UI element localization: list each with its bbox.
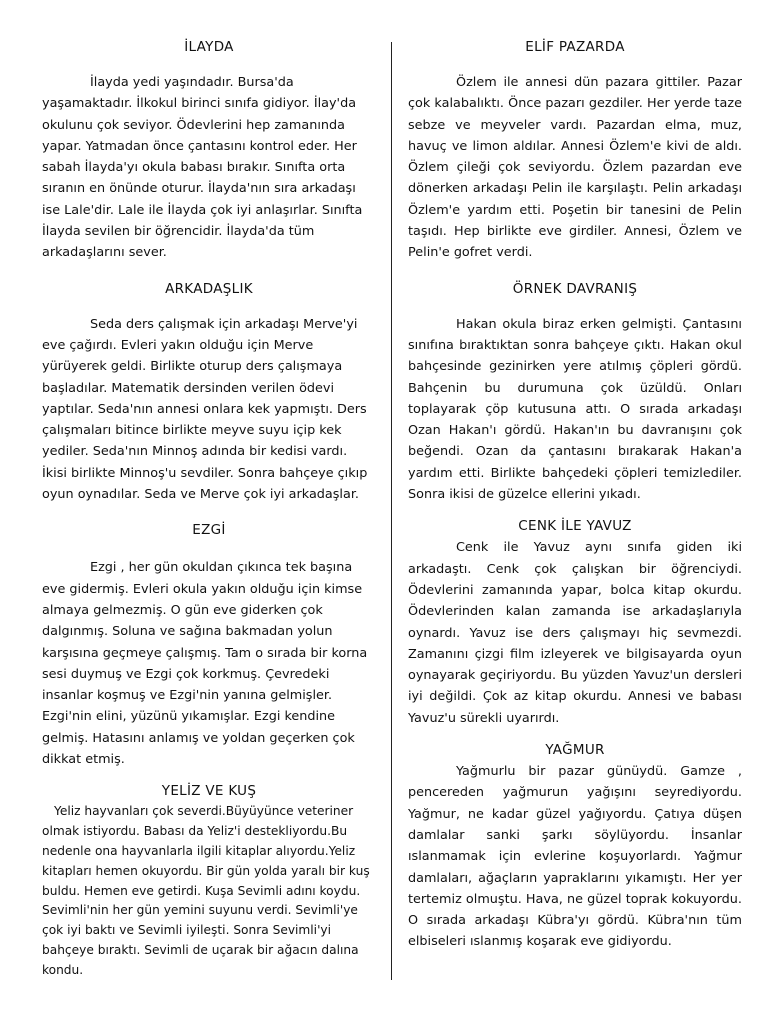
story-ornek-davranis (408, 278, 742, 506)
story-text: İlayda yedi yaşındadır. Bursa'da yaşamaktadır. İlkokul birinci sınıfa gidiyor. İlay'da okulunu çok seviyor. Ödevlerini hep zamanında yapar. Yatmadan önce çantasını kontrol eder. Her sabah İlayda'yı okula babası bırakır. Sınıfta orta sıranın en önünde oturur. İlayda'nın sıra arkadaşı ise Lale'dir. Lale ile İlayda çok iyi anlaşırlar. Sınıfta İlayda sevilen bir öğrencidir. İlayda'da tüm arkadaşlarını sever. (42, 75, 363, 261)
story-title: ÖRNEK DAVRANIŞ (512, 280, 638, 297)
story-cenk-ile-yavuz (408, 515, 742, 729)
story-text: Yeliz hayvanları çok severdi.Büyüyünce veteriner olmak istiyordu. Babası da Yeliz'i destekliyordu.Bu nedenle ona hayvanlarla ilgili kitaplar alıyordu.Yeliz kitapları hemen okuyordu. Bir gün yolda yaralı bir kuş buldu. Hemen eve getirdi. Kuşa Sevimli adını koydu. Sevimli'nin her gün yemini suyunu verdi. Sevimli'ye çok iyi baktı ve Sevimli iyileşti. Sonra Sevimli'yi bahçeye bıraktı. Sevimli de uçarak bir ağacın dalına kondu. (42, 804, 370, 977)
story-ilayda (42, 36, 376, 264)
story-yagmur (408, 739, 742, 953)
story-title: CENK İLE YAVUZ (518, 518, 632, 535)
story-title: İLAYDA (184, 39, 234, 55)
story-text: Yağmurlu bir pazar günüydü. Gamze , pencereden yağmurun yağışını seyrediyordu. Yağmur, ne kadar güzel yağıyordu. Çatıya düşen damlalar sanki şarkı söylüyordu. İnsanlar ıslanmamak için evlerine koşuyorlardı. Yağmur damlaları, ağaçların yapraklarını yıkamıştı. Her yer tertemiz olmuştu. Hava, ne güzel toprak kokuyordu. O sırada arkadaşı Kübra'yı gördü. Kübra'nın tüm elbiseleri ıslanmış koşarak eve gidiyordu. (408, 764, 742, 950)
story-ezgi (42, 519, 376, 770)
story-title: YAĞMUR (545, 742, 605, 759)
story-title: ELİF PAZARDA (525, 39, 625, 55)
story-text: Ezgi , her gün okuldan çıkınca tek başına eve gidermiş. Evleri okula yakın olduğu için kimse almaya gelmezmiş. O gün eve giderken çok dalgınmış. Soluna ve sağına bakmadan yolun karşısına geçmeye çalışmış. Tam o sırada bir korna sesi duymuş ve Ezgi çok korkmuş. Çevredeki insanlar koşmuş ve Ezgi'nin yanına gelmişler. Ezgi'nin elini, yüzünü yıkamışlar. Ezgi kendine gelmiş. Hatasını anlamış ve yoldan geçerken çok dikkat etmiş. (42, 560, 368, 768)
story-text: Seda ders çalışmak için arkadaşı Merve'yi eve çağırdı. Evleri yakın olduğu için Merve yürüyerek geldi. Birlikte oturup ders çalışmaya başladılar. Matematik dersinden verilen ödevi yaptılar. Seda'nın annesi onlara kek yapmıştı. Ders çalışmaları bitince birlikte meyve suyu içip kek yediler. Seda'nın Minnoş adında bir kedisi vardı. İkisi birlikte Minnoş'u sevdiler. Sonra bahçeye çıkıp oyun oynadılar. Seda ve Merve çok iyi arkadaşlar. (42, 316, 368, 503)
column-divider (391, 42, 392, 980)
left-column (42, 36, 376, 980)
story-title: YELİZ VE KUŞ (161, 783, 257, 800)
story-text: Cenk ile Yavuz aynı sınıfa giden iki arkadaştı. Cenk çok çalışkan bir öğrenciydi. Ödevlerini zamanında yapar, bolca kitap okurdu. Ödevlerinden kalan zamanda ise arkadaşlarıyla oynardı. Yavuz ise ders çalışmayı hiç sevmezdi. Zamanını çizgi film izleyerek ve bilgisayarda oyun oynayarak geçiriyordu. Bu yüzden Yavuz'un dersleri iyi değildi. Çok az kitap okurdu. Annesi ve babası Yavuz'u sürekli uyarırdı. (408, 540, 742, 726)
story-arkadaslik (42, 278, 376, 506)
story-title: EZGİ (192, 522, 226, 539)
story-text: Hakan okula biraz erken gelmişti. Çantasını sınıfına bıraktıktan sonra bahçeye çıktı. Hakan okul bahçesinde gezinirken yere atılmış çöpleri gördü. Bahçenin bu durumuna çok üzüldü. Onları toplayarak çöp kutusuna attı. O sırada arkadaşı Ozan Hakan'ı gördü. Hakan'ın bu davranışını çok beğendi. Ozan da çantasını bırakarak Hakan'a yardım etti. Birlikte bahçedeki çöpleri temizlediler. Sonra ikisi de güzelce ellerini yıkadı. (408, 316, 742, 503)
story-text: Özlem ile annesi dün pazara gittiler. Pazar çok kalabalıktı. Önce pazarı gezdiler. Her yerde taze sebze ve meyveler vardı. Pazardan elma, muz, havuç ve limon aldılar. Annesi Özlem'e kivi de aldı. Özlem çileği çok seviyordu. Özlem pazardan eve dönerken arkadaşı Pelin ile karşılaştı. Pelin arkadaşı Özlem'e yardım etti. Poşetin bir tanesini de Pelin taşıdı. Hep birlikte eve girdiler. Annesi, Özlem ve Pelin'e gofret verdi. (408, 75, 742, 261)
story-elif-pazarda (408, 36, 742, 264)
story-yeliz (42, 780, 376, 980)
right-column (408, 36, 742, 953)
story-title: ARKADAŞLIK (165, 280, 253, 297)
